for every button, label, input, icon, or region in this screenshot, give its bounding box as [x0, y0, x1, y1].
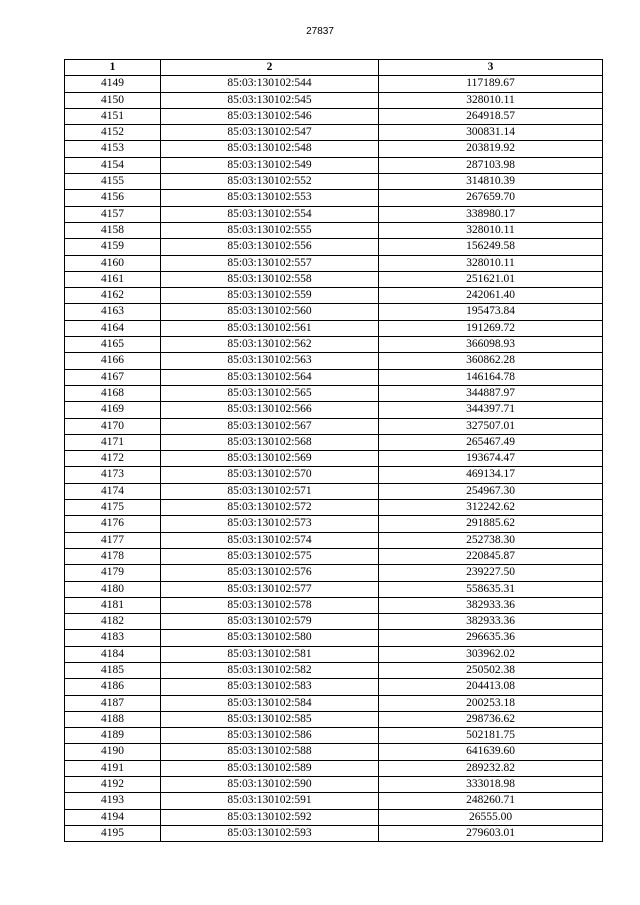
- table-row: [65, 125, 603, 141]
- value-cell: 239227.50: [379, 565, 603, 581]
- table-row: [65, 271, 603, 287]
- table-row: [65, 76, 603, 92]
- table-header: [65, 60, 603, 76]
- row-number-cell: 4160: [65, 255, 161, 271]
- value-cell: 242061.40: [379, 288, 603, 304]
- cadastral-number-cell: 85:03:130102:566: [161, 402, 379, 418]
- row-number-cell: 4174: [65, 483, 161, 499]
- cadastral-number-cell: 85:03:130102:565: [161, 385, 379, 401]
- value-cell: 328010.11: [379, 255, 603, 271]
- value-cell: 296635.36: [379, 630, 603, 646]
- row-number-cell: 4176: [65, 516, 161, 532]
- row-number-cell: 4157: [65, 206, 161, 222]
- row-number-cell: 4158: [65, 222, 161, 238]
- row-number-cell: 4170: [65, 418, 161, 434]
- value-cell: 267659.70: [379, 190, 603, 206]
- cadastral-number-cell: 85:03:130102:571: [161, 483, 379, 499]
- row-number-cell: 4195: [65, 825, 161, 841]
- row-number-cell: 4177: [65, 532, 161, 548]
- value-cell: 156249.58: [379, 239, 603, 255]
- table-row: [65, 809, 603, 825]
- value-cell: 333018.98: [379, 777, 603, 793]
- value-cell: 146164.78: [379, 369, 603, 385]
- cadastral-number-cell: 85:03:130102:568: [161, 434, 379, 450]
- value-cell: 191269.72: [379, 320, 603, 336]
- table-row: [65, 630, 603, 646]
- row-number-cell: 4193: [65, 793, 161, 809]
- row-number-cell: 4150: [65, 92, 161, 108]
- row-number-cell: 4149: [65, 76, 161, 92]
- value-cell: 344887.97: [379, 385, 603, 401]
- table-row: [65, 174, 603, 190]
- table-row: [65, 777, 603, 793]
- table-row: [65, 92, 603, 108]
- row-number-cell: 4151: [65, 108, 161, 124]
- table-row: [65, 206, 603, 222]
- row-number-cell: 4167: [65, 369, 161, 385]
- row-number-cell: 4182: [65, 614, 161, 630]
- cadastral-number-cell: 85:03:130102:576: [161, 565, 379, 581]
- row-number-cell: 4183: [65, 630, 161, 646]
- value-cell: 303962.02: [379, 646, 603, 662]
- column-header: 2: [161, 60, 379, 76]
- value-cell: 312242.62: [379, 500, 603, 516]
- value-cell: 328010.11: [379, 222, 603, 238]
- row-number-cell: 4152: [65, 125, 161, 141]
- cadastral-number-cell: 85:03:130102:556: [161, 239, 379, 255]
- cadastral-number-cell: 85:03:130102:563: [161, 353, 379, 369]
- cadastral-number-cell: 85:03:130102:544: [161, 76, 379, 92]
- row-number-cell: 4162: [65, 288, 161, 304]
- cadastral-number-cell: 85:03:130102:575: [161, 548, 379, 564]
- table-row: [65, 483, 603, 499]
- cadastral-number-cell: 85:03:130102:584: [161, 695, 379, 711]
- row-number-cell: 4165: [65, 337, 161, 353]
- table-row: [65, 385, 603, 401]
- value-cell: 287103.98: [379, 157, 603, 173]
- row-number-cell: 4187: [65, 695, 161, 711]
- cadastral-number-cell: 85:03:130102:559: [161, 288, 379, 304]
- table-row: [65, 662, 603, 678]
- value-cell: 251621.01: [379, 271, 603, 287]
- table-row: [65, 255, 603, 271]
- value-cell: 328010.11: [379, 92, 603, 108]
- table-row: [65, 222, 603, 238]
- row-number-cell: 4175: [65, 500, 161, 516]
- table-row: [65, 418, 603, 434]
- cadastral-number-cell: 85:03:130102:578: [161, 597, 379, 613]
- row-number-cell: 4191: [65, 760, 161, 776]
- row-number-cell: 4155: [65, 174, 161, 190]
- row-number-cell: 4180: [65, 581, 161, 597]
- row-number-cell: 4169: [65, 402, 161, 418]
- table-row: [65, 760, 603, 776]
- table-row: [65, 548, 603, 564]
- column-header: 1: [65, 60, 161, 76]
- cadastral-number-cell: 85:03:130102:549: [161, 157, 379, 173]
- value-cell: 366098.93: [379, 337, 603, 353]
- header-row: [65, 60, 603, 76]
- cadastral-number-cell: 85:03:130102:555: [161, 222, 379, 238]
- cadastral-number-cell: 85:03:130102:573: [161, 516, 379, 532]
- cadastral-number-cell: 85:03:130102:545: [161, 92, 379, 108]
- cadastral-number-cell: 85:03:130102:592: [161, 809, 379, 825]
- table-row: [65, 369, 603, 385]
- value-cell: 204413.08: [379, 679, 603, 695]
- cadastral-number-cell: 85:03:130102:580: [161, 630, 379, 646]
- row-number-cell: 4178: [65, 548, 161, 564]
- value-cell: 254967.30: [379, 483, 603, 499]
- value-cell: 289232.82: [379, 760, 603, 776]
- cadastral-number-cell: 85:03:130102:570: [161, 467, 379, 483]
- value-cell: 291885.62: [379, 516, 603, 532]
- value-cell: 252738.30: [379, 532, 603, 548]
- table-row: [65, 614, 603, 630]
- value-cell: 26555.00: [379, 809, 603, 825]
- table-row: [65, 157, 603, 173]
- row-number-cell: 4179: [65, 565, 161, 581]
- table-row: [65, 711, 603, 727]
- table-row: [65, 597, 603, 613]
- value-cell: 338980.17: [379, 206, 603, 222]
- cadastral-number-cell: 85:03:130102:552: [161, 174, 379, 190]
- row-number-cell: 4163: [65, 304, 161, 320]
- value-cell: 382933.36: [379, 597, 603, 613]
- value-cell: 298736.62: [379, 711, 603, 727]
- cadastral-number-cell: 85:03:130102:585: [161, 711, 379, 727]
- value-cell: 265467.49: [379, 434, 603, 450]
- cadastral-number-cell: 85:03:130102:593: [161, 825, 379, 841]
- value-cell: 195473.84: [379, 304, 603, 320]
- table-row: [65, 320, 603, 336]
- value-cell: 300831.14: [379, 125, 603, 141]
- cadastral-number-cell: 85:03:130102:558: [161, 271, 379, 287]
- cadastral-number-cell: 85:03:130102:554: [161, 206, 379, 222]
- value-cell: 344397.71: [379, 402, 603, 418]
- value-cell: 117189.67: [379, 76, 603, 92]
- value-cell: 314810.39: [379, 174, 603, 190]
- table-row: [65, 108, 603, 124]
- row-number-cell: 4164: [65, 320, 161, 336]
- registry-table: [64, 59, 603, 842]
- table-row: [65, 500, 603, 516]
- row-number-cell: 4189: [65, 728, 161, 744]
- table-row: [65, 679, 603, 695]
- value-cell: 193674.47: [379, 451, 603, 467]
- row-number-cell: 4171: [65, 434, 161, 450]
- row-number-cell: 4166: [65, 353, 161, 369]
- table-row: [65, 825, 603, 841]
- cadastral-number-cell: 85:03:130102:562: [161, 337, 379, 353]
- cadastral-number-cell: 85:03:130102:564: [161, 369, 379, 385]
- row-number-cell: 4172: [65, 451, 161, 467]
- value-cell: 327507.01: [379, 418, 603, 434]
- row-number-cell: 4188: [65, 711, 161, 727]
- table-row: [65, 744, 603, 760]
- row-number-cell: 4161: [65, 271, 161, 287]
- value-cell: 279603.01: [379, 825, 603, 841]
- cadastral-number-cell: 85:03:130102:546: [161, 108, 379, 124]
- cadastral-number-cell: 85:03:130102:582: [161, 662, 379, 678]
- row-number-cell: 4192: [65, 777, 161, 793]
- row-number-cell: 4181: [65, 597, 161, 613]
- row-number-cell: 4184: [65, 646, 161, 662]
- row-number-cell: 4186: [65, 679, 161, 695]
- cadastral-number-cell: 85:03:130102:574: [161, 532, 379, 548]
- cadastral-number-cell: 85:03:130102:591: [161, 793, 379, 809]
- cadastral-number-cell: 85:03:130102:561: [161, 320, 379, 336]
- value-cell: 264918.57: [379, 108, 603, 124]
- table-row: [65, 141, 603, 157]
- row-number-cell: 4156: [65, 190, 161, 206]
- table-row: [65, 695, 603, 711]
- cadastral-number-cell: 85:03:130102:586: [161, 728, 379, 744]
- cadastral-number-cell: 85:03:130102:572: [161, 500, 379, 516]
- table-row: [65, 516, 603, 532]
- value-cell: 200253.18: [379, 695, 603, 711]
- table-row: [65, 532, 603, 548]
- value-cell: 382933.36: [379, 614, 603, 630]
- cadastral-number-cell: 85:03:130102:548: [161, 141, 379, 157]
- value-cell: 502181.75: [379, 728, 603, 744]
- value-cell: 469134.17: [379, 467, 603, 483]
- value-cell: 203819.92: [379, 141, 603, 157]
- row-number-cell: 4154: [65, 157, 161, 173]
- table-row: [65, 239, 603, 255]
- cadastral-number-cell: 85:03:130102:579: [161, 614, 379, 630]
- value-cell: 220845.87: [379, 548, 603, 564]
- column-header: 3: [379, 60, 603, 76]
- table-row: [65, 337, 603, 353]
- table-row: [65, 793, 603, 809]
- row-number-cell: 4194: [65, 809, 161, 825]
- cadastral-number-cell: 85:03:130102:557: [161, 255, 379, 271]
- table-row: [65, 434, 603, 450]
- value-cell: 558635.31: [379, 581, 603, 597]
- cadastral-number-cell: 85:03:130102:553: [161, 190, 379, 206]
- table-row: [65, 728, 603, 744]
- value-cell: 641639.60: [379, 744, 603, 760]
- cadastral-number-cell: 85:03:130102:567: [161, 418, 379, 434]
- table-body: [65, 76, 603, 842]
- cadastral-number-cell: 85:03:130102:588: [161, 744, 379, 760]
- value-cell: 250502.38: [379, 662, 603, 678]
- row-number-cell: 4173: [65, 467, 161, 483]
- cadastral-number-cell: 85:03:130102:569: [161, 451, 379, 467]
- table-row: [65, 451, 603, 467]
- cadastral-number-cell: 85:03:130102:589: [161, 760, 379, 776]
- table-row: [65, 190, 603, 206]
- row-number-cell: 4185: [65, 662, 161, 678]
- cadastral-number-cell: 85:03:130102:583: [161, 679, 379, 695]
- row-number-cell: 4159: [65, 239, 161, 255]
- cadastral-number-cell: 85:03:130102:577: [161, 581, 379, 597]
- table-row: [65, 304, 603, 320]
- value-cell: 360862.28: [379, 353, 603, 369]
- row-number-cell: 4168: [65, 385, 161, 401]
- row-number-cell: 4190: [65, 744, 161, 760]
- table-row: [65, 565, 603, 581]
- row-number-cell: 4153: [65, 141, 161, 157]
- table-row: [65, 467, 603, 483]
- table-row: [65, 402, 603, 418]
- cadastral-number-cell: 85:03:130102:560: [161, 304, 379, 320]
- table-row: [65, 288, 603, 304]
- value-cell: 248260.71: [379, 793, 603, 809]
- cadastral-number-cell: 85:03:130102:590: [161, 777, 379, 793]
- page-number: 27837: [306, 26, 334, 37]
- table-row: [65, 353, 603, 369]
- cadastral-number-cell: 85:03:130102:547: [161, 125, 379, 141]
- cadastral-number-cell: 85:03:130102:581: [161, 646, 379, 662]
- table-row: [65, 581, 603, 597]
- table-row: [65, 646, 603, 662]
